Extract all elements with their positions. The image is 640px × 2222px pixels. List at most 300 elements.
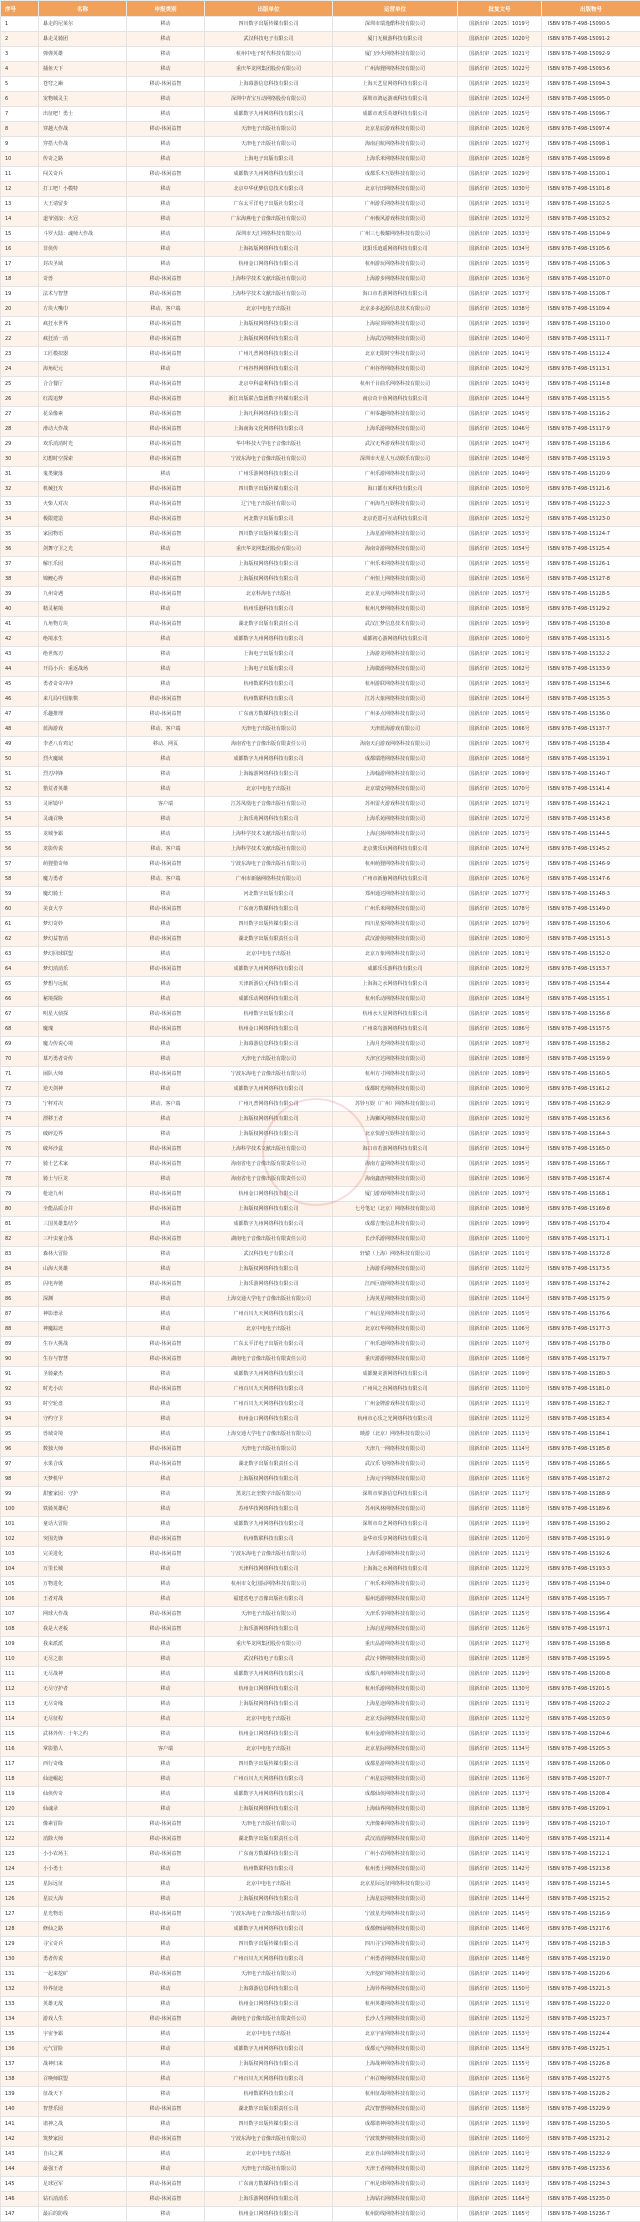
cell-publisher: 辽宁电子出版社有限公司	[205, 497, 333, 512]
table-row	[1, 512, 640, 527]
cell-approval-number: 国新出审〔2025〕1085号	[458, 1007, 542, 1022]
cell-isbn: ISBN 978-7-498-15131-5	[542, 632, 640, 647]
cell-category: 移动-休闲益智	[127, 2132, 205, 2147]
cell-operator: 上海乐米网络科技有限公司	[333, 152, 458, 167]
cell-index: 43	[1, 647, 39, 662]
header-name: 名称	[39, 1, 127, 17]
cell-approval-number: 国新出审〔2025〕1111号	[458, 1397, 542, 1412]
cell-publisher: 广东太平洋电子出版社有限公司	[205, 197, 333, 212]
table-row	[1, 1217, 640, 1232]
cell-isbn: ISBN 978-7-498-15205-3	[542, 1742, 640, 1757]
cell-category: 移动	[127, 467, 205, 482]
cell-publisher: 武汉科技电子有限公司	[205, 32, 333, 47]
cell-approval-number: 国新出审〔2025〕1058号	[458, 602, 542, 617]
cell-index: 30	[1, 452, 39, 467]
cell-name: 突围先锋	[39, 1532, 127, 1547]
cell-operator: 天津王者网络科技有限公司	[333, 2162, 458, 2177]
cell-operator: 天津宫达网络科技有限公司	[333, 1052, 458, 1067]
header-isbn: 出版物号	[542, 1, 640, 17]
cell-publisher: 成都数字九州网络科技有限公司	[205, 2042, 333, 2057]
cell-approval-number: 国新出审〔2025〕1052号	[458, 512, 542, 527]
table-row	[1, 992, 640, 1007]
cell-approval-number: 国新出审〔2025〕1075号	[458, 857, 542, 872]
cell-approval-number: 国新出审〔2025〕1060号	[458, 632, 542, 647]
cell-name: 枪途九州	[39, 1187, 127, 1202]
cell-approval-number: 国新出审〔2025〕1021号	[458, 47, 542, 62]
cell-category: 移动	[127, 632, 205, 647]
cell-approval-number: 国新出审〔2025〕1063号	[458, 677, 542, 692]
cell-approval-number: 国新出审〔2025〕1150号	[458, 1982, 542, 1997]
cell-category: 移动	[127, 1412, 205, 1427]
cell-isbn: ISBN 978-7-498-15226-8	[542, 2057, 640, 2072]
cell-operator: 四川星悦网络科技有限公司	[333, 917, 458, 932]
cell-approval-number: 国新出审〔2025〕1037号	[458, 287, 542, 302]
cell-category: 移动-休闲益智	[127, 902, 205, 917]
cell-name: 苍穹之巅	[39, 77, 127, 92]
cell-operator: 深圳市瑞逸酷科技有限公司	[333, 17, 458, 32]
cell-name: 神影谱录	[39, 1307, 127, 1322]
cell-index: 131	[1, 1967, 39, 1982]
cell-approval-number: 国新出审〔2025〕1122号	[458, 1562, 542, 1577]
cell-operator: 上海天艺星网络科技有限公司	[333, 77, 458, 92]
cell-category: 移动	[127, 1682, 205, 1697]
cell-name: 网球大作战	[39, 1607, 127, 1622]
cell-isbn: ISBN 978-7-498-15118-6	[542, 437, 640, 452]
table-row	[1, 917, 640, 932]
cell-index: 109	[1, 1637, 39, 1652]
cell-operator: 深圳市火星人互动娱乐有限公司	[333, 452, 458, 467]
cell-isbn: ISBN 978-7-498-15125-4	[542, 542, 640, 557]
table-row	[1, 1412, 640, 1427]
table-row	[1, 332, 640, 347]
cell-index: 141	[1, 2117, 39, 2132]
cell-name: 封决圣域	[39, 257, 127, 272]
cell-index: 143	[1, 2147, 39, 2162]
cell-index: 145	[1, 2177, 39, 2192]
table-row	[1, 737, 640, 752]
cell-operator: 北京星际远征网络科技有限公司	[333, 1877, 458, 1892]
cell-category: 移动	[127, 1472, 205, 1487]
table-row	[1, 827, 640, 842]
cell-operator: 杭州防线网络科技有限公司	[333, 2207, 458, 2222]
table-row	[1, 2087, 640, 2102]
cell-publisher: 上海版权网络科技有限公司	[205, 1697, 333, 1712]
cell-publisher: 杭州数联科技有限公司	[205, 1532, 333, 1547]
cell-approval-number: 国新出审〔2025〕1094号	[458, 1142, 542, 1157]
table-row	[1, 92, 640, 107]
cell-publisher: 天津电子出版社有限公司	[205, 722, 333, 737]
cell-operator: 四川寻宝网络科技有限公司	[333, 1937, 458, 1952]
cell-publisher: 广州百川九天网络科技有限公司	[205, 1952, 333, 1967]
cell-publisher: 成都数字九州网络科技有限公司	[205, 1667, 333, 1682]
cell-isbn: ISBN 978-7-498-15090-5	[542, 17, 640, 32]
cell-approval-number: 国新出审〔2025〕1032号	[458, 212, 542, 227]
table-row	[1, 1427, 640, 1442]
cell-category: 移动-休闲益智	[127, 2012, 205, 2027]
cell-operator: 杭州征战网络科技有限公司	[333, 2087, 458, 2102]
cell-approval-number: 国新出审〔2025〕1070号	[458, 782, 542, 797]
cell-name: 魔幻骑士	[39, 887, 127, 902]
cell-index: 127	[1, 1907, 39, 1922]
cell-isbn: ISBN 978-7-498-15233-6	[542, 2162, 640, 2177]
table-row	[1, 1652, 640, 1667]
cell-isbn: ISBN 978-7-498-15132-2	[542, 647, 640, 662]
cell-name: 大王请留步	[39, 197, 127, 212]
cell-isbn: ISBN 978-7-498-15148-3	[542, 887, 640, 902]
cell-category: 移动-休闲益智	[127, 1967, 205, 1982]
table-row	[1, 1457, 640, 1472]
table-row	[1, 407, 640, 422]
cell-category: 移动	[127, 1487, 205, 1502]
table-row	[1, 1967, 640, 1982]
cell-approval-number: 国新出审〔2025〕1154号	[458, 2042, 542, 2057]
cell-category: 移动	[127, 1217, 205, 1232]
cell-category: 移动	[127, 1322, 205, 1337]
cell-isbn: ISBN 978-7-498-15135-3	[542, 692, 640, 707]
table-row	[1, 32, 640, 47]
cell-isbn: ISBN 978-7-498-15159-9	[542, 1052, 640, 1067]
cell-approval-number: 国新出审〔2025〕1107号	[458, 1337, 542, 1352]
cell-approval-number: 国新出审〔2025〕1096号	[458, 1172, 542, 1187]
cell-operator: 广州启星网络科技有限公司	[333, 1307, 458, 1322]
cell-approval-number: 国新出审〔2025〕1141号	[458, 1847, 542, 1862]
cell-operator: 上海翰游网络科技有限公司	[333, 767, 458, 782]
cell-index: 147	[1, 2207, 39, 2222]
cell-publisher: 广东海燕电子音像出版社有限公司	[205, 212, 333, 227]
cell-operator: 福州迅游网络科技有限公司	[333, 1592, 458, 1607]
cell-operator: 海口市若游网络科技有限公司	[333, 287, 458, 302]
cell-publisher: 上海版权网络科技有限公司	[205, 317, 333, 332]
cell-operator: 成都吉奥信息科技有限公司	[333, 1217, 458, 1232]
cell-index: 58	[1, 872, 39, 887]
cell-approval-number: 国新出审〔2025〕1113号	[458, 1427, 542, 1442]
cell-approval-number: 国新出审〔2025〕1160号	[458, 2132, 542, 2147]
cell-operator: 上海英星网络科技有限公司	[333, 1292, 458, 1307]
cell-index: 83	[1, 1247, 39, 1262]
cell-approval-number: 国新出审〔2025〕1147号	[458, 1937, 542, 1952]
cell-isbn: ISBN 978-7-498-15217-6	[542, 1922, 640, 1937]
cell-index: 59	[1, 887, 39, 902]
cell-isbn: ISBN 978-7-498-15184-1	[542, 1427, 640, 1442]
table-row	[1, 857, 640, 872]
cell-category: 移动	[127, 1802, 205, 1817]
cell-name: 铁骑英雄纪	[39, 1502, 127, 1517]
cell-publisher: 北京中电电子出版社	[205, 1712, 333, 1727]
cell-operator: 南京奇卡鱼网络科技有限公司	[333, 392, 458, 407]
cell-operator: 上海星游网络科技有限公司	[333, 527, 458, 542]
cell-operator: 广州乐米网络科技有限公司	[333, 1577, 458, 1592]
cell-approval-number: 国新出审〔2025〕1054号	[458, 542, 542, 557]
cell-approval-number: 国新出审〔2025〕1049号	[458, 467, 542, 482]
cell-publisher: 广东南方数媒科技有限公司	[205, 2177, 333, 2192]
cell-operator: 天津乐享网络科技有限公司	[333, 1607, 458, 1622]
cell-publisher: 上海科学技术文献出版社有限公司	[205, 272, 333, 287]
table-row	[1, 1382, 640, 1397]
cell-category: 移动-休闲益智	[127, 1832, 205, 1847]
cell-approval-number: 国新出审〔2025〕1145号	[458, 1907, 542, 1922]
cell-name: 明星大侦探	[39, 1007, 127, 1022]
cell-index: 81	[1, 1217, 39, 1232]
table-row	[1, 467, 640, 482]
cell-index: 36	[1, 542, 39, 557]
cell-name: 打工吧！小模特	[39, 182, 127, 197]
cell-index: 115	[1, 1727, 39, 1742]
cell-index: 99	[1, 1487, 39, 1502]
table-row	[1, 1922, 640, 1937]
cell-operator: 北京快游互娱科技有限公司	[333, 1127, 458, 1142]
cell-index: 85	[1, 1277, 39, 1292]
cell-isbn: ISBN 978-7-498-15210-7	[542, 1817, 640, 1832]
table-row	[1, 587, 640, 602]
cell-approval-number: 国新出审〔2025〕1039号	[458, 317, 542, 332]
cell-publisher: 宁波东海电子音像出版社有限公司	[205, 1067, 333, 1082]
table-row	[1, 362, 640, 377]
cell-approval-number: 国新出审〔2025〕1042号	[458, 362, 542, 377]
cell-publisher: 成都数字九州网络科技有限公司	[205, 962, 333, 977]
table-row	[1, 812, 640, 827]
cell-approval-number: 国新出审〔2025〕1161号	[458, 2147, 542, 2162]
cell-category: 移动	[127, 1637, 205, 1652]
cell-operator: 杭州水大星网络科技有限公司	[333, 1007, 458, 1022]
cell-name: 消除大师	[39, 1832, 127, 1847]
cell-name: 极限建造	[39, 512, 127, 527]
cell-name: 小小勇士	[39, 1862, 127, 1877]
cell-publisher: 宁波东海电子音像出版社有限公司	[205, 452, 333, 467]
cell-index: 107	[1, 1607, 39, 1622]
cell-index: 103	[1, 1547, 39, 1562]
cell-publisher: 天津电子出版社有限公司	[205, 1967, 333, 1982]
cell-approval-number: 国新出审〔2025〕1108号	[458, 1352, 542, 1367]
table-row	[1, 1607, 640, 1622]
cell-publisher: 上海版权网络科技有限公司	[205, 332, 333, 347]
cell-isbn: ISBN 978-7-498-15172-8	[542, 1247, 640, 1262]
cell-operator: 映游（北京）网络科技有限公司	[333, 1427, 458, 1442]
table-row	[1, 1337, 640, 1352]
cell-category: 移动	[127, 32, 205, 47]
cell-isbn: ISBN 978-7-498-15183-4	[542, 1412, 640, 1427]
table-row	[1, 1232, 640, 1247]
cell-name: 掌影猎人	[39, 1742, 127, 1757]
cell-isbn: ISBN 978-7-498-15117-9	[542, 422, 640, 437]
cell-category: 移动	[127, 647, 205, 662]
cell-index: 118	[1, 1772, 39, 1787]
cell-index: 18	[1, 272, 39, 287]
cell-operator: 上海乐游网络科技有限公司	[333, 1547, 458, 1562]
cell-approval-number: 国新出审〔2025〕1082号	[458, 962, 542, 977]
cell-approval-number: 国新出审〔2025〕1090号	[458, 1082, 542, 1097]
cell-isbn: ISBN 978-7-498-15093-6	[542, 62, 640, 77]
table-row	[1, 902, 640, 917]
cell-publisher: 杭州数联科技有限公司	[205, 692, 333, 707]
table-row	[1, 257, 640, 272]
cell-index: 94	[1, 1412, 39, 1427]
cell-category: 移动-休闲益智	[127, 1382, 205, 1397]
cell-isbn: ISBN 978-7-498-15095-0	[542, 92, 640, 107]
cell-publisher: 上海版权网络科技有限公司	[205, 1472, 333, 1487]
cell-name: 红霞追梦	[39, 392, 127, 407]
table-row	[1, 1982, 640, 1997]
cell-approval-number: 国新出审〔2025〕1024号	[458, 92, 542, 107]
cell-category: 移动	[127, 62, 205, 77]
cell-publisher: 宁波东海电子音像出版社有限公司	[205, 2132, 333, 2147]
cell-approval-number: 国新出审〔2025〕1157号	[458, 2087, 542, 2102]
cell-approval-number: 国新出审〔2025〕1114号	[458, 1442, 542, 1457]
cell-publisher: 杭州乐港科技有限公司	[205, 602, 333, 617]
cell-publisher: 黑龙江北奎数字出版有限公司	[205, 1487, 333, 1502]
cell-operator: 成都市欢乐英雄科技有限公司	[333, 107, 458, 122]
cell-name: 解压乐园	[39, 557, 127, 572]
cell-index: 20	[1, 302, 39, 317]
table-row	[1, 452, 640, 467]
cell-isbn: ISBN 978-7-498-15187-2	[542, 1472, 640, 1487]
cell-approval-number: 国新出审〔2025〕1101号	[458, 1247, 542, 1262]
cell-category: 移动	[127, 212, 205, 227]
cell-publisher: 成都数字九州网络科技有限公司	[205, 1367, 333, 1382]
cell-approval-number: 国新出审〔2025〕1098号	[458, 1202, 542, 1217]
cell-name: 一起来挖矿	[39, 1967, 127, 1982]
cell-publisher: 上海南海文化网络科技有限公司	[205, 422, 333, 437]
cell-approval-number: 国新出审〔2025〕1104号	[458, 1292, 542, 1307]
cell-publisher: 上海版权网络科技有限公司	[205, 1892, 333, 1907]
table-row	[1, 1097, 640, 1112]
cell-publisher: 上海幕游信息科技有限公司	[205, 1982, 333, 1997]
cell-index: 87	[1, 1307, 39, 1322]
cell-operator: 广州乐游网络科技有限公司	[333, 467, 458, 482]
cell-approval-number: 国新出审〔2025〕1125号	[458, 1607, 542, 1622]
cell-publisher: 上海凡科网络科技有限公司	[205, 407, 333, 422]
cell-isbn: ISBN 978-7-498-15097-4	[542, 122, 640, 137]
cell-operator: 上海屋顶网络科技有限公司	[333, 317, 458, 332]
table-row	[1, 1712, 640, 1727]
cell-category: 移动-休闲益智	[127, 272, 205, 287]
cell-index: 73	[1, 1097, 39, 1112]
cell-operator: 广州召唤网络科技有限公司	[333, 2072, 458, 2087]
cell-publisher: 广州百川九天网络科技有限公司	[205, 2072, 333, 2087]
cell-publisher: 华中科技大学电子音像出版社	[205, 437, 333, 452]
cell-name: 捕鱼天下	[39, 62, 127, 77]
table-row	[1, 2117, 640, 2132]
cell-index: 55	[1, 827, 39, 842]
cell-name: 剑舞守卫之光	[39, 542, 127, 557]
table-row	[1, 1517, 640, 1532]
cell-name: 战神归来	[39, 2057, 127, 2072]
table-row	[1, 662, 640, 677]
cell-isbn: ISBN 978-7-498-15124-7	[542, 527, 640, 542]
cell-name: 无尽之旅	[39, 1652, 127, 1667]
cell-category: 移动	[127, 1397, 205, 1412]
cell-publisher: 上海电子出版有限公司	[205, 662, 333, 677]
cell-name: 宇宙争霸	[39, 2027, 127, 2042]
table-row	[1, 1352, 640, 1367]
cell-publisher: 天津电子出版社有限公司	[205, 1052, 333, 1067]
cell-publisher: 上海幕游信息科技有限公司	[205, 1037, 333, 1052]
cell-operator: 广州极风游戏科技有限公司	[333, 212, 458, 227]
cell-publisher: 河北数字出版有限公司	[205, 512, 333, 527]
cell-publisher: 成都数字九州网络科技有限公司	[205, 107, 333, 122]
cell-approval-number: 国新出审〔2025〕1061号	[458, 647, 542, 662]
cell-approval-number: 国新出审〔2025〕1019号	[458, 17, 542, 32]
cell-category: 移动	[127, 827, 205, 842]
cell-name: 慕巧勇者奇传	[39, 1052, 127, 1067]
cell-index: 11	[1, 167, 39, 182]
table-row	[1, 272, 640, 287]
cell-approval-number: 国新出审〔2025〕1112号	[458, 1412, 542, 1427]
cell-operator: 上海元宇网络科技有限公司	[333, 1472, 458, 1487]
cell-publisher: 杭州金口网络科技有限公司	[205, 1412, 333, 1427]
cell-approval-number: 国新出审〔2025〕1045号	[458, 407, 542, 422]
cell-isbn: ISBN 978-7-498-15191-9	[542, 1532, 640, 1547]
cell-operator: 杭州勇士网络科技有限公司	[333, 1862, 458, 1877]
cell-approval-number: 国新出审〔2025〕1097号	[458, 1187, 542, 1202]
cell-category: 移动-休闲益智	[127, 1157, 205, 1172]
table-row	[1, 197, 640, 212]
cell-approval-number: 国新出审〔2025〕1095号	[458, 1157, 542, 1172]
table-row	[1, 287, 640, 302]
cell-publisher: 上海版权网络科技有限公司	[205, 557, 333, 572]
cell-category: 移动-休闲益智	[127, 617, 205, 632]
cell-isbn: ISBN 978-7-498-15171-1	[542, 1232, 640, 1247]
cell-operator: 广州三七极耀网络科技有限公司	[333, 227, 458, 242]
cell-approval-number: 国新出审〔2025〕1074号	[458, 842, 542, 857]
cell-index: 134	[1, 2012, 39, 2027]
table-row	[1, 1307, 640, 1322]
table-row	[1, 707, 640, 722]
table-row	[1, 2072, 640, 2087]
cell-operator: 海南鑫唐网络科技有限公司	[333, 1172, 458, 1187]
cell-isbn: ISBN 978-7-498-15145-2	[542, 842, 640, 857]
cell-operator: 轩辕（上海）网络科技有限公司	[333, 1247, 458, 1262]
cell-isbn: ISBN 978-7-498-15234-3	[542, 2177, 640, 2192]
cell-operator: 成都星游网络科技有限公司	[333, 1757, 458, 1772]
cell-operator: 北京星际网络科技有限公司	[333, 1742, 458, 1757]
cell-approval-number: 国新出审〔2025〕1153号	[458, 2027, 542, 2042]
cell-isbn: ISBN 978-7-498-15116-2	[542, 407, 640, 422]
cell-publisher: 广州百川九天网络科技有限公司	[205, 1772, 333, 1787]
cell-category: 移动、客户端	[127, 842, 205, 857]
cell-category: 移动	[127, 1262, 205, 1277]
table-row	[1, 2012, 640, 2027]
cell-approval-number: 国新出审〔2025〕1115号	[458, 1457, 542, 1472]
cell-name: 滑动大作战	[39, 422, 127, 437]
cell-approval-number: 国新出审〔2025〕1120号	[458, 1532, 542, 1547]
cell-publisher: 天津电子出版社有限公司	[205, 137, 333, 152]
cell-isbn: ISBN 978-7-498-15126-1	[542, 557, 640, 572]
cell-name: 花朵像素	[39, 407, 127, 422]
cell-operator: 广州海鸟互娱科技有限公司	[333, 497, 458, 512]
cell-isbn: ISBN 978-7-498-15220-6	[542, 1967, 640, 1982]
cell-approval-number: 国新出审〔2025〕1041号	[458, 347, 542, 362]
table-row	[1, 887, 640, 902]
cell-index: 96	[1, 1442, 39, 1457]
cell-index: 117	[1, 1757, 39, 1772]
cell-isbn: ISBN 978-7-498-15111-7	[542, 332, 640, 347]
cell-publisher: 成都数字九州网络科技有限公司	[205, 1922, 333, 1937]
cell-category: 移动	[127, 47, 205, 62]
cell-name: 英雄无敌	[39, 1997, 127, 2012]
cell-isbn: ISBN 978-7-498-15185-8	[542, 1442, 640, 1457]
cell-publisher: 上海交通大学电子音像出版社有限公司	[205, 1292, 333, 1307]
cell-isbn: ISBN 978-7-498-15123-0	[542, 512, 640, 527]
cell-operator: 江苏大象网络科技有限公司	[333, 692, 458, 707]
cell-isbn: ISBN 978-7-498-15195-7	[542, 1592, 640, 1607]
table-row	[1, 1667, 640, 1682]
cell-approval-number: 国新出审〔2025〕1081号	[458, 947, 542, 962]
cell-approval-number: 国新出审〔2025〕1132号	[458, 1712, 542, 1727]
cell-publisher: 广州市新脑网络科技有限公司	[205, 872, 333, 887]
cell-publisher: 四川数字出版传媒有限公司	[205, 1757, 333, 1772]
cell-index: 80	[1, 1202, 39, 1217]
table-row	[1, 1202, 640, 1217]
